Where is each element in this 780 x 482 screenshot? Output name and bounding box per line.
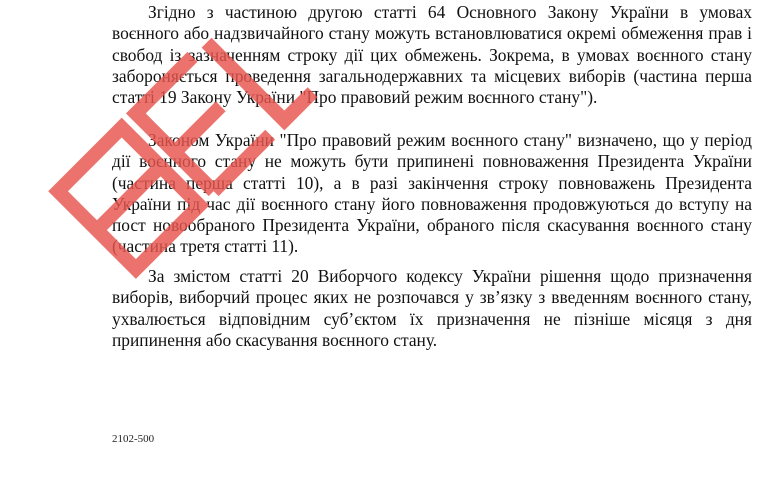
paragraph-2: Законом України "Про правовий режим воєнного стану" визначено, що у період дії воєнного стану не можуть бути припинені повноваження Президента України (частина перша статті 10), а в разі закінчення строку повноважень Президента України під час дії воєнного стану його повноваження продовжуються до вступу на пост новообраного Президента України, обраного після скасування воєнного стану (частина третя статті 11). xyxy=(112,130,752,257)
document-footer-code: 2102-500 xyxy=(112,433,155,445)
paragraph-1: Згідно з частиною другою статті 64 Основного Закону України в умовах воєнного або надзвичайного стану можуть встановлюватися окремі обмеження прав і свобод із зазначенням строку дії цих обмежень. Зокрема, в умовах воєнного стану забороняється проведення загальнодержавних та місцевих виборів (частина перша статті 19 Закону України "Про правовий режим воєнного стану"). xyxy=(112,2,752,108)
paragraph-3: За змістом статті 20 Виборчого кодексу України рішення щодо призначення виборів, виборчий процес яких не розпочався у зв’язку з введенням воєнного стану, ухвалюється відповідним суб’єктом їх призначення не пізніше місяця з дня припинення або скасування воєнного стану. xyxy=(112,266,752,350)
